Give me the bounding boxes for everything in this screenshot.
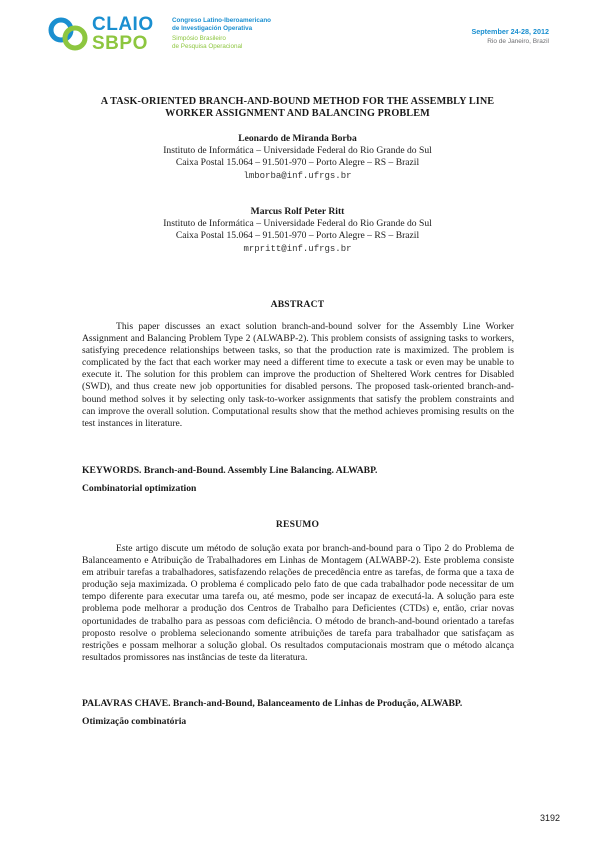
brand-claio: CLAIO [92, 14, 154, 35]
author-email[interactable]: mrpritt@inf.ufrgs.br [243, 243, 352, 254]
author-name: Marcus Rolf Peter Ritt [250, 206, 345, 217]
author-name: Leonardo de Miranda Borba [238, 133, 357, 144]
author-email[interactable]: lmborba@inf.ufrgs.br [243, 170, 352, 181]
conference-date: September 24-28, 2012 [471, 27, 549, 36]
claio-sbpo-logo-icon [48, 17, 88, 51]
subject-area-pt: Otimização combinatória [82, 716, 187, 727]
conference-name-es-line: Congreso Latino-Iberoamericano [172, 17, 272, 24]
keywords: KEYWORDS. Branch-and-Bound. Assembly Line Balancing. ALWABP. [82, 465, 378, 476]
paper-title [60, 96, 535, 120]
conference-name-es [172, 17, 271, 33]
palavras-chave: PALAVRAS CHAVE. Branch-and-Bound, Balanceamento de Linhas de Produção, ALWABP. [82, 698, 463, 709]
author-address: Caixa Postal 15.064 – 91.501-970 – Porto Alegre – RS – Brazil [175, 230, 420, 242]
abstract-text: This paper discusses an exact solution branch-and-bound solver for the Assembly Line Worker Assignment and Balancing Problem Type 2 (ALWABP-2). This problem consists of assigning tasks to workers, satisfying precedence relationships between tasks, so that the production rate is maximized. The problem is complicated by the fact that each worker may need a different time to execute a task or even may be unable to execute it. The solution for this problem can improve the production of Sheltered Work centres for Disabled (SWD), and thus create new job opportunities for disabled persons. The proposed task-oriented branch-and-bound method solves it by selecting only task-to-worker assignments that satisfy the problem constraints and can improve the overall solution. Computational results show that the method achieves promising results on the test instances in literature. [82, 321, 514, 429]
conference-name-pt [172, 35, 242, 51]
resumo-text: Este artigo discute um método de solução exata por branch-and-bound para o Tipo 2 do Problema de Balanceamento e Atribuição de Trabalhadores em Linhas de Montagem (ALWABP-2). Este problema consiste em atribuir tarefas a trabalhadores, satisfazendo relações de precedência entre as tarefas, de forma que a taxa de produção seja maximizada. O problema é complicado pelo fato de que cada trabalhador pode necessitar de um tempo diferente para executar uma tarefa ou, até mesmo, pode ser incapaz de executá-la. A solução para este problema pode melhorar a produção dos Centros de Trabalho para Deficientes (CTDs) e, então, criar novas oportunidades de trabalho para as pessoas com deficiência. O método de branch-and-bound orientado a tarefas proposto resolve o problema selecionando somente atribuições de tarefa para trabalhador que satisfaçam as restrições e possam melhorar a solução global. Os resultados computacionais mostram que o método alcança resultados promissores nas instâncias de teste da literatura. [82, 543, 514, 663]
conference-name-pt-line: de Pesquisa Operacional [172, 43, 243, 50]
conference-name-es-line: de Investigación Operativa [172, 25, 253, 32]
author-affiliation: Instituto de Informática – Universidade Federal do Rio Grande do Sul [163, 145, 432, 157]
author-affiliation: Instituto de Informática – Universidade Federal do Rio Grande do Sul [163, 218, 432, 230]
paper-title-line: WORKER ASSIGNMENT AND BALANCING PROBLEM [165, 108, 430, 119]
conference-header [0, 0, 595, 60]
conference-place: Rio de Janeiro, Brazil [487, 38, 549, 45]
subject-area: Combinatorial optimization [82, 483, 197, 494]
paper-title-line: A TASK-ORIENTED BRANCH-AND-BOUND METHOD FOR THE ASSEMBLY LINE [100, 96, 495, 107]
conference-name-pt-line: Simpósio Brasileiro [172, 35, 226, 42]
author-block-1 [60, 133, 535, 182]
page-number: 3192 [539, 813, 560, 823]
abstract-heading: ABSTRACT [270, 299, 325, 310]
resumo-heading: RESUMO [275, 519, 320, 530]
brand-sbpo: SBPO [92, 33, 148, 54]
author-address: Caixa Postal 15.064 – 91.501-970 – Porto Alegre – RS – Brazil [175, 157, 420, 169]
author-block-2 [60, 206, 535, 255]
